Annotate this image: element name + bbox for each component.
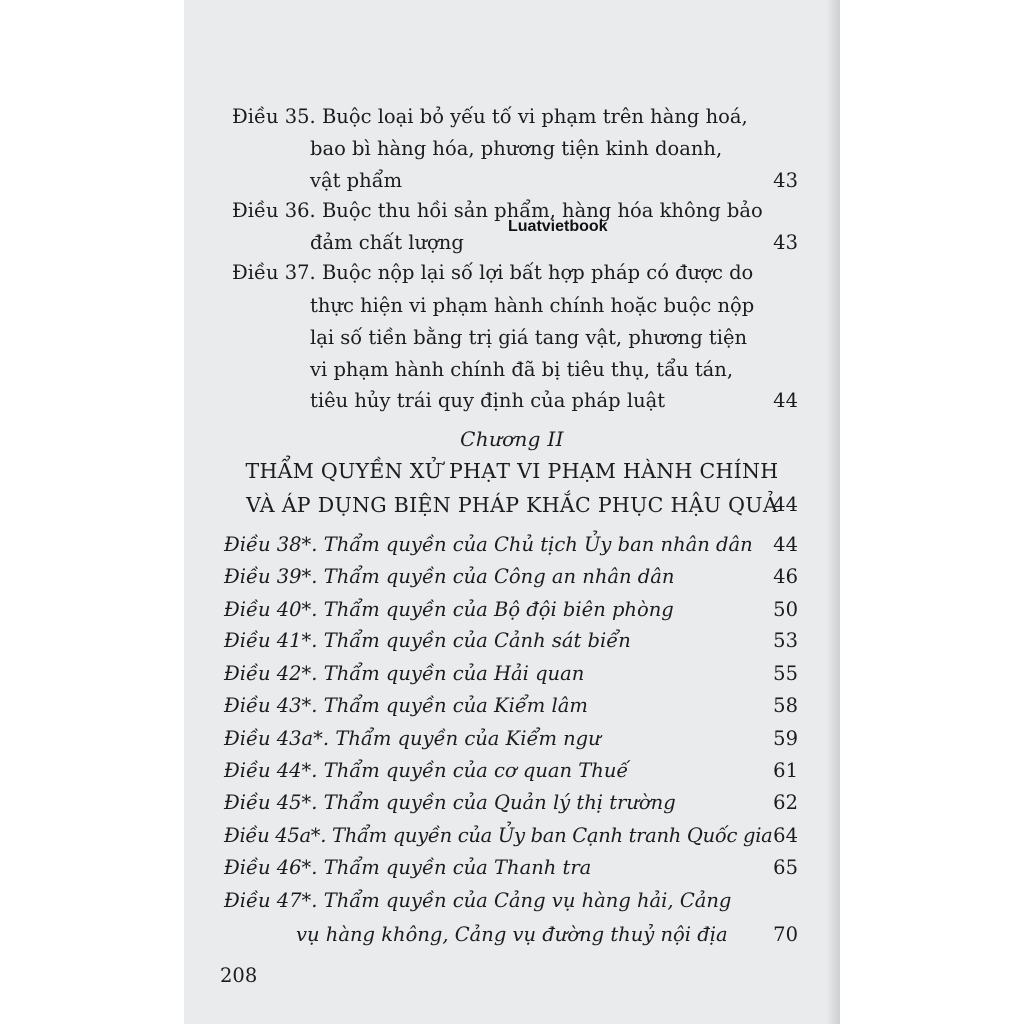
table-of-contents <box>184 0 840 1024</box>
toc-entry-42: Điều 42*. Thẩm quyền của Hải quan <box>224 662 585 685</box>
toc-entry-41: Điều 41*. Thẩm quyền của Cảnh sát biển <box>224 629 631 652</box>
toc-entry-39-page: 46 <box>773 565 798 588</box>
toc-entry-35-line-2: bao bì hàng hóa, phương tiện kinh doanh, <box>310 137 723 160</box>
toc-entry-36-line-2: đảm chất lượng <box>310 231 464 254</box>
toc-entry-43: Điều 43*. Thẩm quyền của Kiểm lâm <box>224 694 588 717</box>
toc-entry-37-page: 44 <box>773 389 798 412</box>
toc-entry-35-line-1: Điều 35. Buộc loại bỏ yếu tố vi phạm trên hàng hoá, <box>232 105 748 128</box>
toc-entry-37-line-3: lại số tiền bằng trị giá tang vật, phương tiện <box>310 326 748 349</box>
toc-entry-40-page: 50 <box>773 598 798 621</box>
toc-entry-38-page: 44 <box>773 533 798 556</box>
toc-entry-42-page: 55 <box>773 662 798 685</box>
toc-entry-45a-page: 64 <box>773 824 798 847</box>
chapter-title-line-2: VÀ ÁP DỤNG BIỆN PHÁP KHẮC PHỤC HẬU QUẢ <box>246 493 778 517</box>
toc-entry-45a: Điều 45a*. Thẩm quyền của Ủy ban Cạnh tranh Quốc gia <box>224 824 773 847</box>
toc-entry-46: Điều 46*. Thẩm quyền của Thanh tra <box>224 856 592 879</box>
toc-entry-43a-page: 59 <box>773 727 798 750</box>
watermark-text: Luatvietbook <box>508 218 608 235</box>
toc-entry-36-page: 43 <box>773 231 798 254</box>
chapter-label: Chương II <box>460 427 564 451</box>
toc-entry-39: Điều 39*. Thẩm quyền của Công an nhân dân <box>224 565 675 588</box>
page-number: 208 <box>220 964 258 987</box>
toc-entry-47-line-2: vụ hàng không, Cảng vụ đường thuỷ nội địa <box>296 923 728 946</box>
toc-entry-35-line-3: vật phẩm <box>310 169 403 192</box>
toc-entry-36-line-1: Điều 36. Buộc thu hồi sản phẩm, hàng hóa không bảo <box>232 199 763 222</box>
toc-entry-41-page: 53 <box>773 629 798 652</box>
toc-entry-44: Điều 44*. Thẩm quyền của cơ quan Thuế <box>224 759 629 782</box>
toc-entry-45: Điều 45*. Thẩm quyền của Quản lý thị trường <box>224 791 676 814</box>
toc-entry-35-page: 43 <box>773 169 798 192</box>
toc-entry-47-page: 70 <box>773 923 798 946</box>
chapter-page: 44 <box>773 493 798 516</box>
toc-entry-46-page: 65 <box>773 856 798 879</box>
page-edge-shadow <box>826 0 840 1024</box>
toc-entry-43a: Điều 43a*. Thẩm quyền của Kiểm ngư <box>224 727 601 750</box>
toc-entry-40: Điều 40*. Thẩm quyền của Bộ đội biên phòng <box>224 598 674 621</box>
book-page <box>184 0 840 1024</box>
toc-entry-37-line-4: vi phạm hành chính đã bị tiêu thụ, tẩu tán, <box>310 358 734 381</box>
toc-entry-45-page: 62 <box>773 791 798 814</box>
toc-entry-37-line-1: Điều 37. Buộc nộp lại số lợi bất hợp pháp có được do <box>232 261 754 284</box>
toc-entry-43-page: 58 <box>773 694 798 717</box>
toc-entry-38: Điều 38*. Thẩm quyền của Chủ tịch Ủy ban nhân dân <box>224 533 753 556</box>
toc-entry-47-line-1: Điều 47*. Thẩm quyền của Cảng vụ hàng hải, Cảng <box>224 889 732 912</box>
toc-entry-37-line-5: tiêu hủy trái quy định của pháp luật <box>310 389 666 412</box>
toc-entry-44-page: 61 <box>773 759 798 782</box>
toc-entry-37-line-2: thực hiện vi phạm hành chính hoặc buộc nộp <box>310 294 755 317</box>
chapter-title-line-1: THẨM QUYỀN XỬ PHẠT VI PHẠM HÀNH CHÍNH <box>245 459 779 483</box>
